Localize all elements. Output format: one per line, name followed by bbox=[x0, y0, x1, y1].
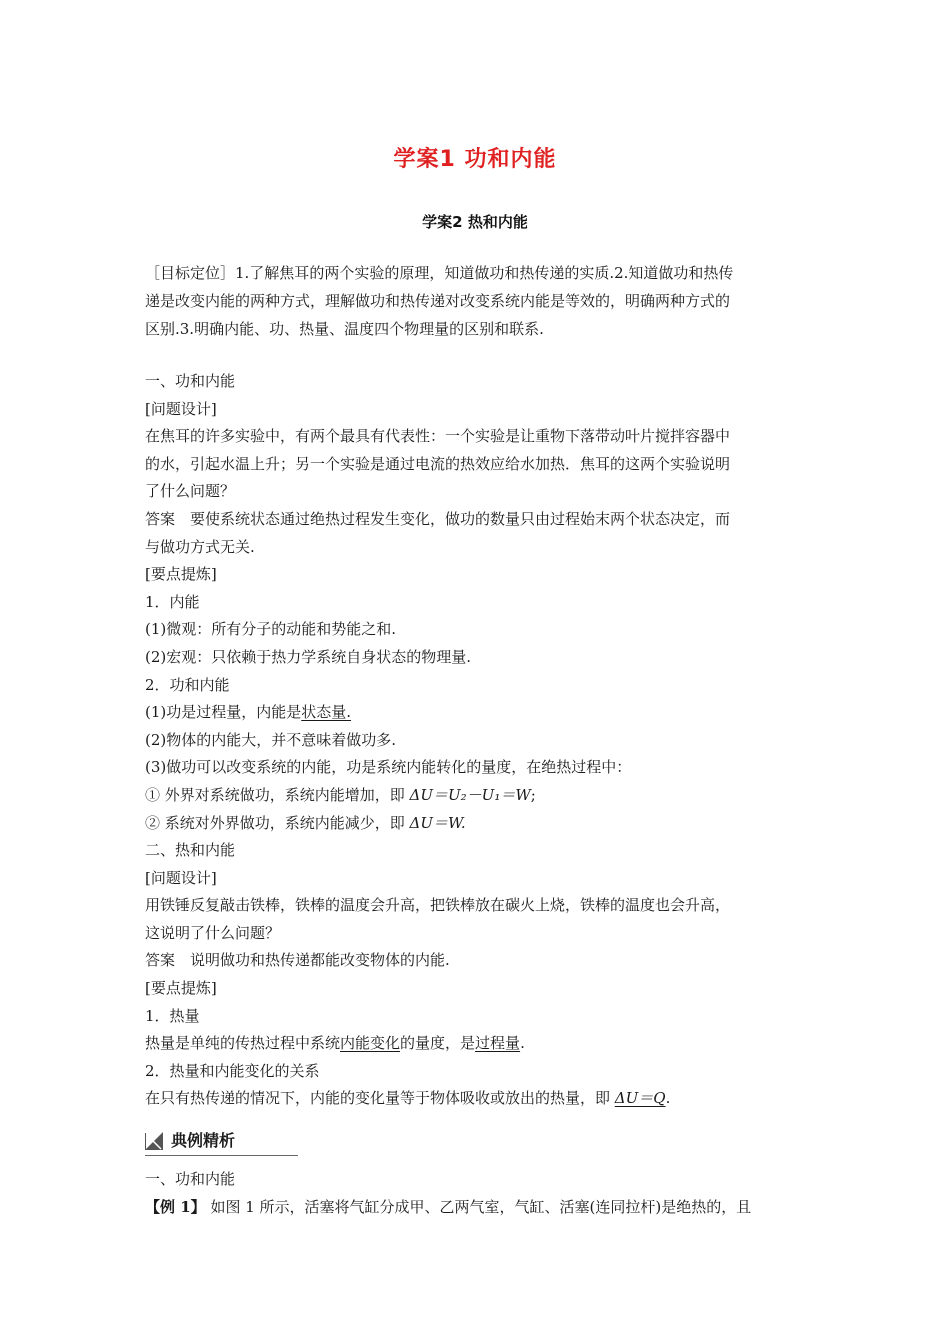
underlined-answer: 内能变化 bbox=[340, 1034, 401, 1053]
question-text: 的水，引起水温上升；另一个实验是通过电流的热效应给水加热．焦耳的这两个实验说明 bbox=[145, 454, 731, 473]
goal-line: 区别.3.明确内能、功、热量、温度四个物理量的区别和联系. bbox=[145, 320, 544, 338]
key-point bbox=[145, 699, 815, 727]
formula: ΔU＝W. bbox=[409, 813, 466, 832]
key-point-heading: 1．内能 bbox=[145, 592, 200, 611]
example-text: 如图 1 所示，活塞将气缸分成甲、乙两气室，气缸、活塞(连同拉杆)是绝热的，且 bbox=[205, 1197, 752, 1216]
key-points-label: [要点提炼] bbox=[145, 565, 217, 584]
learning-goals bbox=[145, 259, 815, 343]
key-point-heading: 1．热量 bbox=[145, 1006, 200, 1025]
key-point-heading: 2．热量和内能变化的关系 bbox=[145, 1061, 320, 1080]
key-point: (3)做功可以改变系统的内能，功是系统内能转化的量度，在绝热过程中： bbox=[145, 758, 632, 777]
underlined-formula: ΔU＝Q bbox=[614, 1089, 666, 1108]
page-subtitle: 学案2 热和内能 bbox=[422, 213, 528, 231]
question-text: 在焦耳的许多实验中，有两个最具有代表性：一个实验是让重物下落带动叶片搅拌容器中 bbox=[145, 427, 731, 446]
example-label: 【例 1】 bbox=[145, 1197, 206, 1216]
goal-line: ［目标定位］1.了解焦耳的两个实验的原理，知道做功和热传递的实质.2.知道做功和热传 bbox=[145, 264, 734, 282]
key-point bbox=[145, 810, 815, 838]
answer-text: 答案 说明做功和热传递都能改变物体的内能. bbox=[145, 951, 450, 970]
underlined-answer: 过程量 bbox=[475, 1034, 521, 1053]
section-work-and-internal-energy bbox=[145, 368, 815, 1113]
section-heading: 一、功和内能 bbox=[145, 1170, 236, 1188]
section-heading: 二、热和内能 bbox=[145, 841, 236, 860]
text: ② 系统对外界做功，系统内能减少，即 bbox=[145, 813, 410, 832]
formula: ΔU＝U₂－U₁＝W bbox=[409, 785, 531, 804]
answer-text: 与做功方式无关. bbox=[145, 537, 255, 556]
question-text: 这说明了什么问题？ bbox=[145, 923, 281, 942]
text: . bbox=[520, 1034, 525, 1053]
banner-label: 典例精析 bbox=[171, 1131, 236, 1150]
text: 的量度，是 bbox=[400, 1034, 476, 1053]
text: ; bbox=[530, 785, 536, 804]
text: . bbox=[665, 1089, 671, 1108]
key-point-heading: 2．功和内能 bbox=[145, 675, 230, 694]
question-text: 了什么问题？ bbox=[145, 482, 236, 501]
underlined-answer: 状态量. bbox=[301, 703, 352, 722]
question-label: [问题设计] bbox=[145, 399, 217, 418]
key-point bbox=[145, 1030, 815, 1058]
key-point: (1)微观：所有分子的动能和势能之和. bbox=[145, 620, 397, 639]
page-title: 学案1 功和内能 bbox=[393, 147, 557, 172]
question-text: 用铁锤反复敲击铁棒，铁棒的温度会升高，把铁棒放在碳火上烧，铁棒的温度也会升高， bbox=[145, 896, 731, 915]
text: 在只有热传递的情况下，内能的变化量等于物体吸收或放出的热量，即 bbox=[145, 1089, 615, 1108]
answer-text: 答案 要使系统状态通过绝热过程发生变化，做功的数量只由过程始末两个状态决定，而 bbox=[145, 509, 731, 528]
key-point bbox=[145, 782, 815, 810]
goal-line: 递是改变内能的两种方式，理解做功和热传递对改变系统内能是等效的，明确两种方式的 bbox=[145, 292, 731, 310]
text: (1)功是过程量，内能是 bbox=[145, 703, 302, 722]
key-points-label: [要点提炼] bbox=[145, 979, 217, 998]
question-label: [问题设计] bbox=[145, 868, 217, 887]
key-point bbox=[145, 1085, 815, 1113]
section-heading: 一、功和内能 bbox=[145, 372, 236, 390]
example-1 bbox=[145, 1194, 815, 1222]
section-marker-icon bbox=[145, 1132, 163, 1150]
text: ① 外界对系统做功，系统内能增加，即 bbox=[145, 785, 410, 804]
text: 热量是单纯的传热过程中系统 bbox=[145, 1034, 341, 1053]
key-point: (2)物体的内能大，并不意味着做功多. bbox=[145, 730, 397, 749]
examples-banner bbox=[145, 1127, 298, 1156]
key-point: (2)宏观：只依赖于热力学系统自身状态的物理量. bbox=[145, 647, 472, 666]
examples-section bbox=[145, 1166, 815, 1221]
